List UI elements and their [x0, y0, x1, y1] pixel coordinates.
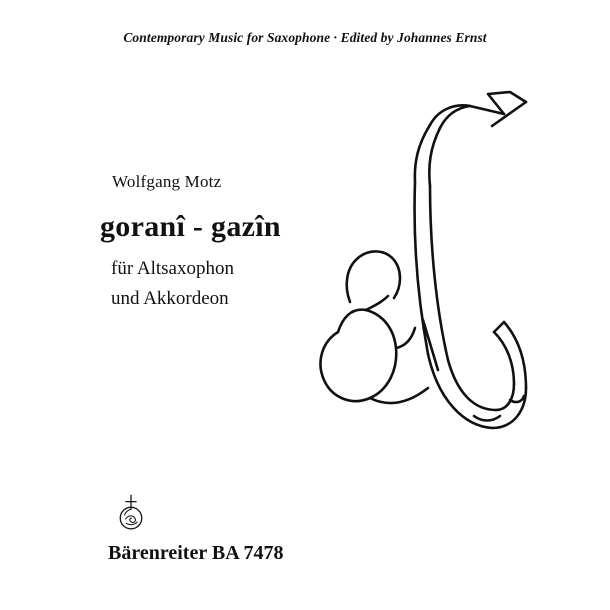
- instrumentation-line-1: für Altsaxophon: [111, 258, 234, 279]
- composer-name: Wolfgang Motz: [112, 172, 222, 191]
- page-bottom-edge: [0, 602, 610, 610]
- page-title: goranî - gazîn: [100, 210, 281, 243]
- publisher-line: Bärenreiter BA 7478: [108, 542, 284, 564]
- barenreiter-logo: [112, 494, 150, 532]
- instrumentation-line-2: und Akkordeon: [111, 288, 229, 309]
- saxophone-illustration: [278, 70, 598, 530]
- series-line: Contemporary Music for Saxophone · Edited by Johannes Ernst: [123, 30, 487, 45]
